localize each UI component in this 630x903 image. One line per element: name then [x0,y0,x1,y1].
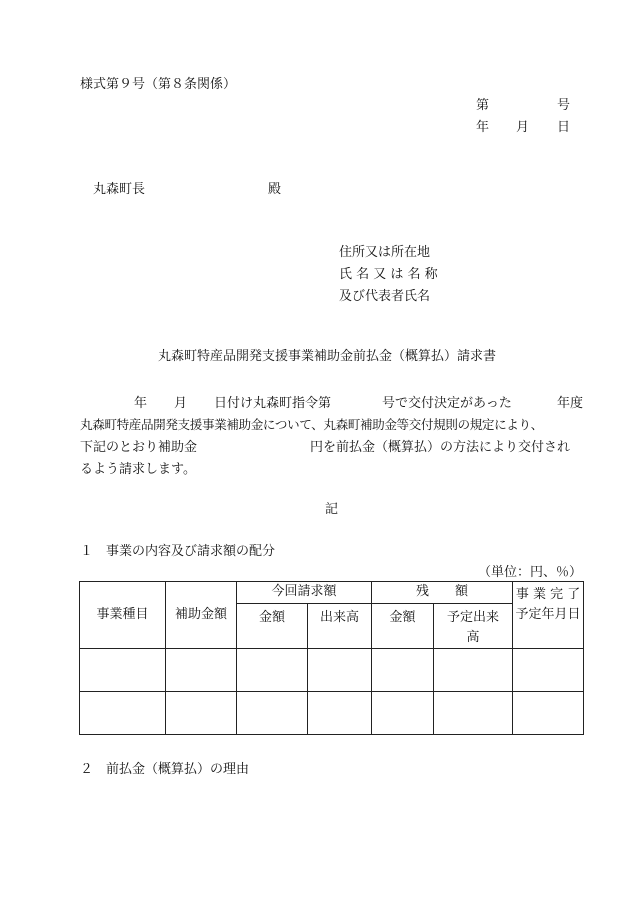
body-line3-part1: 下記のとおり補助金 [80,440,198,455]
header-planned-progress-line1: 予定出来 [447,610,500,625]
table-cell[interactable] [372,692,434,735]
header-project-type: 事業種目 [80,582,166,649]
table-cell[interactable] [308,692,372,735]
body-line4: るよう請求します。 [80,462,196,477]
body-line3-part2: 円を前払金（概算払）の方法により交付され [310,440,571,455]
header-current-amount: 金額 [237,604,308,649]
form-number: 様式第９号（第８条関係） [80,77,237,92]
table-cell[interactable] [166,649,237,692]
header-current-progress: 出来高 [308,604,372,649]
unit-note: （単位：円、％） [478,565,583,580]
header-completion-date [513,582,584,649]
table-cell[interactable] [372,649,434,692]
body-line2: 丸森町特産品開発支援事業補助金について、丸森町補助金等交付規則の規定により、 [80,417,543,432]
body-line1-fiscal-year: 年度 [557,396,584,411]
table-cell[interactable] [434,692,513,735]
header-completion-line1: 事 業 完 了 [515,587,581,602]
header-current-request: 今回請求額 [237,582,372,604]
doc-number-suffix: 号 [557,98,571,113]
section1-heading: １ 事業の内容及び請求額の配分 [80,544,276,559]
ki-marker: 記 [325,502,339,517]
table-row [80,649,584,692]
table-cell[interactable] [80,692,166,735]
doc-number-prefix: 第 [476,98,490,113]
applicant-address-label: 住所又は所在地 [339,245,431,260]
document-title: 丸森町特産品開発支援事業補助金前払金（概算払）請求書 [158,349,497,364]
header-completion-line2: 予定年月日 [515,607,581,623]
table-cell[interactable] [308,649,372,692]
table-cell[interactable] [513,692,584,735]
table-cell[interactable] [166,692,237,735]
date-day: 日 [557,120,571,135]
body-line1-decided: 号で交付決定があった [382,396,512,411]
header-planned-progress [434,604,513,649]
addressee-name: 丸森町長 [93,182,146,197]
allocation-table [79,581,584,735]
section2-heading: ２ 前払金（概算払）の理由 [80,762,250,777]
header-subsidy-amount: 補助金額 [166,582,237,649]
applicant-name-label: 氏 名 又 は 名 称 [339,267,438,282]
body-line1-year: 年 [134,396,148,411]
table-row [80,692,584,735]
date-month: 月 [516,120,530,135]
header-planned-progress-line2: 高 [466,630,480,646]
body-line1-month: 月 [174,396,188,411]
table-cell[interactable] [80,649,166,692]
header-remaining-amount: 金額 [372,604,434,649]
table-cell[interactable] [513,649,584,692]
addressee-honorific: 殿 [268,182,282,197]
table-cell[interactable] [237,692,308,735]
applicant-representative-label: 及び代表者氏名 [339,289,431,304]
table-cell[interactable] [434,649,513,692]
table-cell[interactable] [237,649,308,692]
date-year: 年 [476,120,490,135]
header-remaining: 残 額 [372,582,513,604]
body-line1-dated: 日付け丸森町指令第 [214,396,332,411]
